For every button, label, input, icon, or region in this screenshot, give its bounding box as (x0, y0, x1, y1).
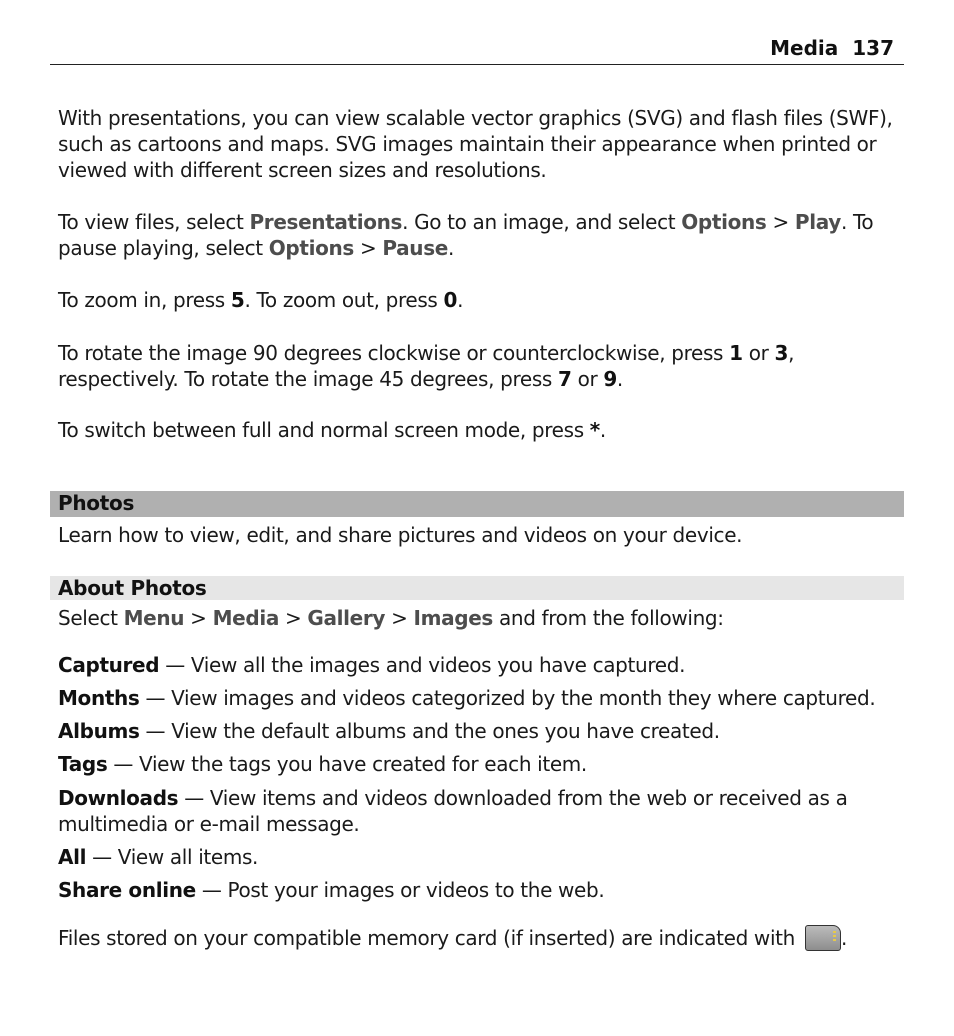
list-item (58, 718, 904, 744)
page-header (50, 36, 904, 65)
list-item-desc: — Post your images or videos to the web. (195, 878, 605, 902)
list-item (58, 877, 904, 903)
list-item (58, 785, 904, 837)
play-menu-item: Play (794, 210, 841, 234)
page-number: 137 (852, 36, 894, 60)
switch-key: * (589, 418, 600, 442)
menu-item-images: Images (413, 606, 493, 630)
menu-item-gallery: Gallery (307, 606, 386, 630)
list-item (58, 652, 904, 678)
menu-item-media: Media (212, 606, 279, 630)
rotate-paragraph: To rotate the image 90 degrees clockwise or counterclockwise, press 1 or 3, respectively. To rotate the image 45 degrees, press 7 or 9. (58, 341, 795, 391)
list-item-term: All (58, 845, 87, 869)
photos-section-heading (50, 491, 904, 517)
list-item-desc: — View images and videos categorized by the month they where captured. (139, 686, 876, 710)
section-title: Media (770, 36, 839, 60)
zoom-in-key: 5 (230, 288, 245, 312)
memory-card-icon (805, 925, 841, 951)
list-item-term: Months (58, 686, 140, 710)
rotate-key-1: 1 (729, 341, 743, 365)
list-item-desc: — View all the images and videos you have captured. (159, 653, 686, 677)
list-item-desc: — View items and videos downloaded from the web or received as a multimedia or e-mail message. (58, 786, 848, 836)
list-item-term: Tags (58, 752, 108, 776)
list-item-term: Captured (58, 653, 160, 677)
options-menu-item: Options (681, 210, 767, 234)
presentations-intro: With presentations, you can view scalable vector graphics (SVG) and flash files (SWF), such as cartoons and maps. SVG images maintain their appearance when printed or viewed with different screen sizes and resolutions. (58, 106, 893, 182)
list-item-term: Albums (58, 719, 140, 743)
subheading-text: About Photos (58, 576, 207, 600)
about-photos-subheading (50, 576, 904, 600)
section-heading-text: Photos (58, 491, 135, 515)
list-item (58, 685, 904, 711)
list-item (58, 844, 904, 870)
zoom-paragraph: To zoom in, press 5. To zoom out, press 0. (58, 288, 464, 312)
list-item-desc: — View the default albums and the ones you have created. (139, 719, 720, 743)
about-photos-select-path: Select Menu > Media > Gallery > Images and from the following: (58, 606, 724, 630)
rotate-key-9: 9 (603, 367, 617, 391)
photos-intro: Learn how to view, edit, and share pictures and videos on your device. (58, 523, 743, 547)
running-header (756, 36, 894, 60)
list-item-term: Downloads (58, 786, 179, 810)
pause-menu-item: Pause (382, 236, 448, 260)
list-item (58, 751, 904, 777)
options-menu-item-2: Options (268, 236, 354, 260)
switch-paragraph: To switch between full and normal screen mode, press *. (58, 418, 606, 442)
list-item-desc: — View all items. (86, 845, 259, 869)
presentations-menu-item: Presentations (249, 210, 403, 234)
memory-card-note: Files stored on your compatible memory card (if inserted) are indicated with . (58, 926, 847, 950)
presentations-view-paragraph: To view files, select Presentations. Go to an image, and select Options > Play. To pause playing, select Options > Pause. (58, 210, 874, 260)
list-item-term: Share online (58, 878, 196, 902)
rotate-key-7: 7 (557, 367, 572, 391)
menu-item-menu: Menu (123, 606, 185, 630)
list-item-desc: — View the tags you have created for each item. (107, 752, 587, 776)
rotate-key-3: 3 (774, 341, 789, 365)
zoom-out-key: 0 (443, 288, 458, 312)
